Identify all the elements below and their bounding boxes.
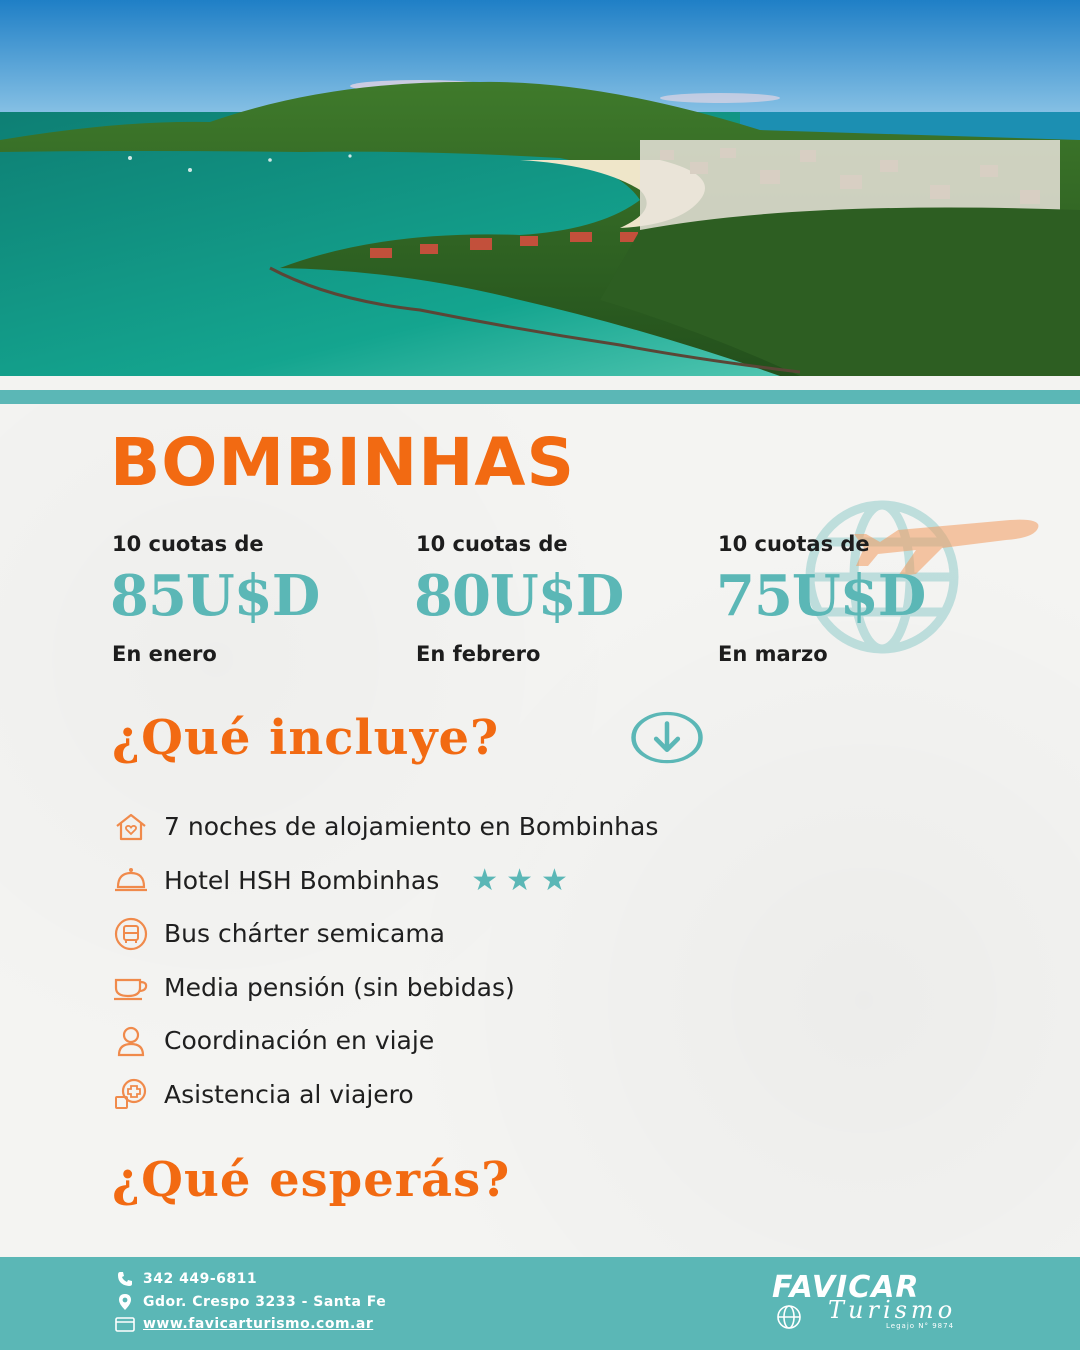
list-item bbox=[112, 961, 658, 1015]
price-lead: 10 cuotas de bbox=[112, 532, 264, 556]
price-option-enero bbox=[112, 532, 402, 666]
bus-icon bbox=[112, 915, 150, 953]
hero-beach-image bbox=[0, 0, 1080, 376]
includes-heading: ¿Qué incluye? bbox=[112, 710, 500, 766]
price-amount: 80U$D bbox=[414, 563, 624, 629]
house-heart-icon bbox=[112, 808, 150, 846]
favicar-logo bbox=[772, 1270, 962, 1330]
list-item bbox=[112, 854, 658, 908]
footer-address bbox=[115, 1293, 386, 1311]
arrow-down-circle-icon bbox=[629, 710, 705, 766]
location-pin-icon bbox=[115, 1293, 135, 1311]
website-link[interactable]: www.favicarturismo.com.ar bbox=[143, 1316, 374, 1332]
list-item bbox=[112, 800, 658, 854]
item-text: 7 noches de alojamiento en Bombinhas bbox=[164, 812, 659, 842]
item-text: Media pensión (sin bebidas) bbox=[164, 972, 515, 1002]
person-icon bbox=[112, 1022, 150, 1060]
price-option-febrero bbox=[416, 532, 706, 666]
list-item bbox=[112, 1014, 658, 1068]
item-text: Bus chárter semicama bbox=[164, 919, 446, 949]
cta-heading: ¿Qué esperás? bbox=[112, 1152, 511, 1208]
logo-globe-icon bbox=[776, 1304, 802, 1330]
price-lead: 10 cuotas de bbox=[718, 532, 870, 556]
item-text: Hotel HSH Bombinhas bbox=[164, 865, 440, 895]
phone-icon bbox=[115, 1270, 135, 1288]
price-amount: 85U$D bbox=[110, 563, 320, 629]
item-text: Coordinación en viaje bbox=[164, 1026, 435, 1056]
list-item bbox=[112, 1068, 658, 1122]
coffee-cup-icon bbox=[112, 968, 150, 1006]
price-month: En marzo bbox=[718, 641, 828, 666]
brand-name: FAVICAR bbox=[772, 1270, 920, 1305]
teal-divider bbox=[0, 390, 1080, 404]
brand-legajo: Legajo N° 9874 bbox=[886, 1322, 955, 1330]
includes-list bbox=[112, 800, 658, 1121]
item-text: Asistencia al viajero bbox=[164, 1079, 414, 1109]
destination-title: BOMBINHAS bbox=[110, 424, 576, 501]
price-month: En febrero bbox=[416, 641, 541, 666]
hotel-rating-stars: ★★★ bbox=[471, 862, 576, 898]
price-month: En enero bbox=[112, 641, 217, 666]
phone-number[interactable]: 342 449-6811 bbox=[143, 1271, 258, 1287]
hotel-bell-icon bbox=[112, 861, 150, 899]
medical-kit-icon bbox=[112, 1075, 150, 1113]
price-lead: 10 cuotas de bbox=[416, 532, 568, 556]
address-text: Gdor. Crespo 3233 - Santa Fe bbox=[143, 1294, 387, 1310]
footer-website bbox=[115, 1315, 373, 1333]
list-item bbox=[112, 907, 658, 961]
price-option-marzo bbox=[718, 532, 1008, 666]
footer-phone bbox=[115, 1270, 257, 1288]
price-amount: 75U$D bbox=[716, 563, 926, 629]
brand-sub: Turismo bbox=[828, 1296, 957, 1324]
web-icon bbox=[115, 1315, 135, 1333]
